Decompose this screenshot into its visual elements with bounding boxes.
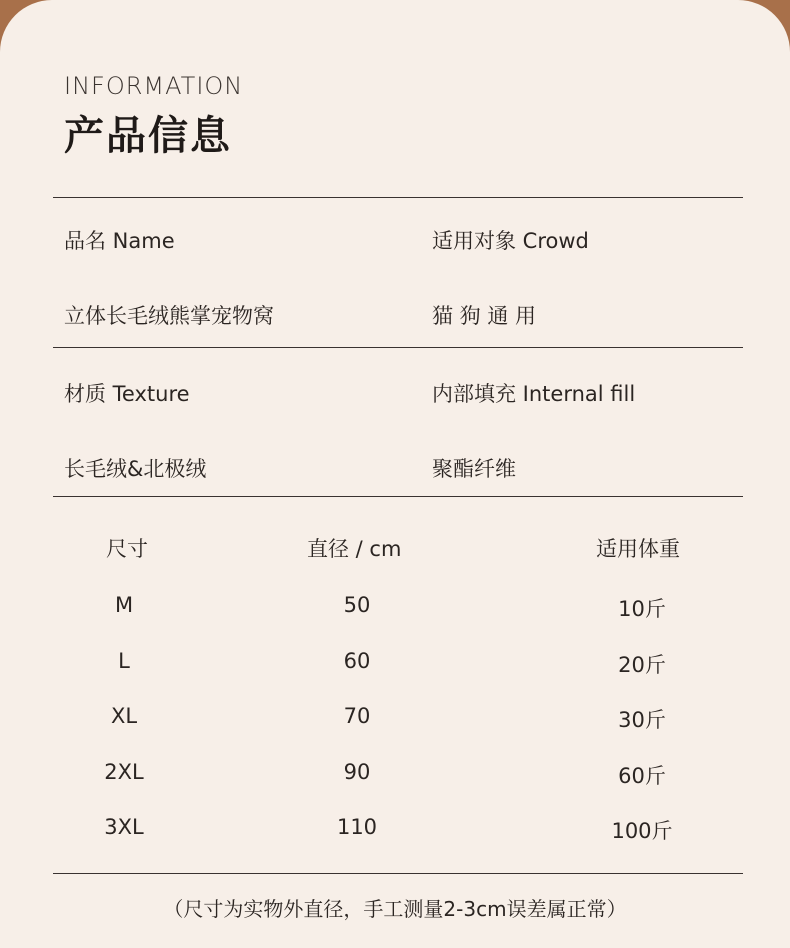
size-cell: M	[114, 593, 134, 617]
page-title: 产品信息	[64, 112, 232, 159]
size-cell: XL	[110, 704, 138, 728]
diameter-cell: 90	[343, 760, 371, 784]
fill-label: 内部填充 Internal fill	[432, 382, 636, 406]
name-label: 品名 Name	[64, 229, 175, 253]
size-cell: 3XL	[104, 815, 144, 839]
name-value: 立体长毛绒熊掌宠物窝	[64, 304, 274, 328]
divider-middle	[53, 347, 743, 348]
section-eyebrow: INFORMATION	[64, 72, 244, 100]
weight-cell: 100斤	[611, 819, 673, 843]
divider-bottom	[53, 873, 743, 874]
size-cell: L	[118, 649, 130, 673]
diameter-cell: 70	[343, 704, 371, 728]
weight-cell: 30斤	[618, 708, 666, 732]
texture-value: 长毛绒&北极绒	[64, 457, 207, 481]
diameter-cell: 110	[336, 815, 378, 839]
diameter-header: 直径 / cm	[307, 537, 402, 561]
crowd-value: 猫 狗 通 用	[432, 304, 537, 328]
texture-label: 材质 Texture	[64, 382, 190, 406]
diameter-cell: 50	[343, 593, 371, 617]
diameter-cell: 60	[343, 649, 371, 673]
divider-top	[53, 197, 743, 198]
divider-table-top	[53, 496, 743, 497]
size-cell: 2XL	[104, 760, 144, 784]
measurement-note: （尺寸为实物外直径，手工测量2-3cm误差属正常）	[163, 897, 627, 921]
size-header: 尺寸	[106, 537, 148, 561]
weight-cell: 20斤	[618, 653, 666, 677]
fill-value: 聚酯纤维	[432, 457, 516, 481]
weight-cell: 60斤	[618, 764, 666, 788]
weight-header: 适用体重	[596, 537, 680, 561]
weight-cell: 10斤	[618, 597, 666, 621]
crowd-label: 适用对象 Crowd	[432, 229, 589, 253]
